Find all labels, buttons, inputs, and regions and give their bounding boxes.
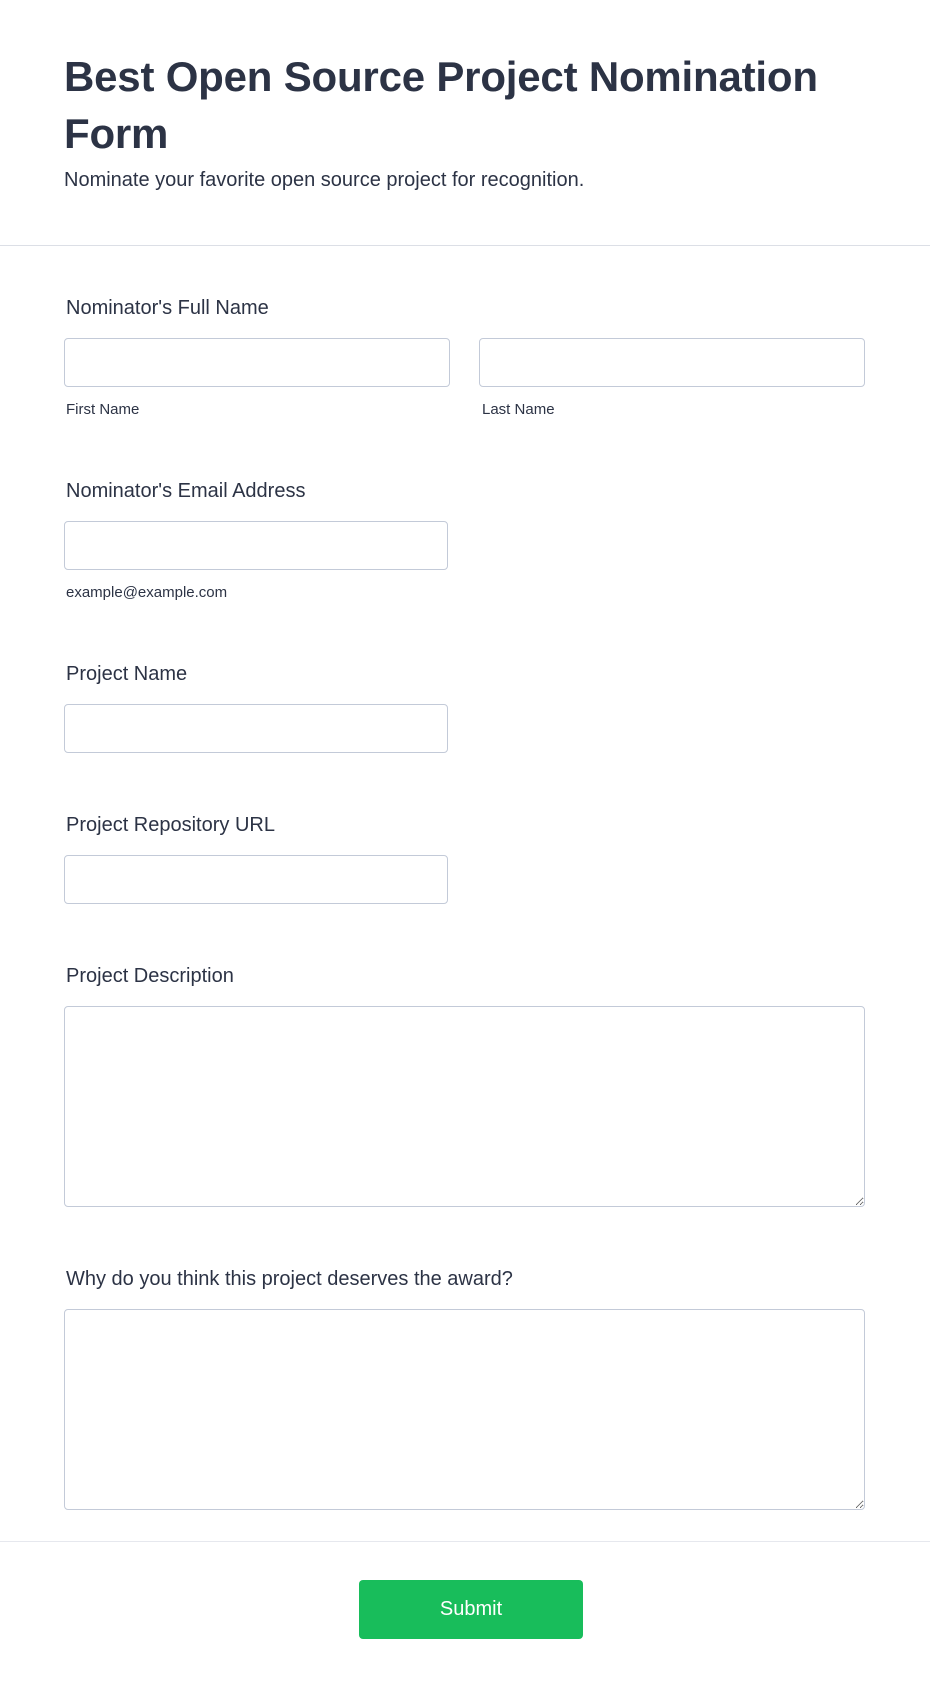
project-description-textarea[interactable]	[64, 1006, 865, 1207]
award-reason-label: Why do you think this project deserves the award?	[66, 1268, 513, 1290]
repository-url-label: Project Repository URL	[66, 814, 275, 836]
email-field[interactable]	[64, 521, 448, 570]
submit-button[interactable]: Submit	[359, 1580, 583, 1639]
first-name-input[interactable]	[64, 338, 450, 387]
page-title: Best Open Source Project Nomination Form	[64, 53, 818, 157]
form-footer	[0, 1541, 930, 1687]
award-reason-textarea[interactable]	[64, 1309, 865, 1510]
project-name-label: Project Name	[66, 663, 188, 685]
full-name-label: Nominator's Full Name	[66, 297, 269, 319]
form-header	[0, 0, 930, 246]
last-name-input[interactable]	[479, 338, 865, 387]
repository-url-input[interactable]	[64, 855, 448, 904]
last-name-sublabel: Last Name	[482, 401, 555, 418]
project-description-label: Project Description	[66, 965, 234, 987]
email-sublabel: example@example.com	[66, 584, 228, 601]
page-subtitle: Nominate your favorite open source project for recognition.	[64, 169, 585, 191]
email-label: Nominator's Email Address	[66, 480, 306, 502]
project-name-input[interactable]	[64, 704, 448, 753]
first-name-sublabel: First Name	[66, 401, 140, 418]
